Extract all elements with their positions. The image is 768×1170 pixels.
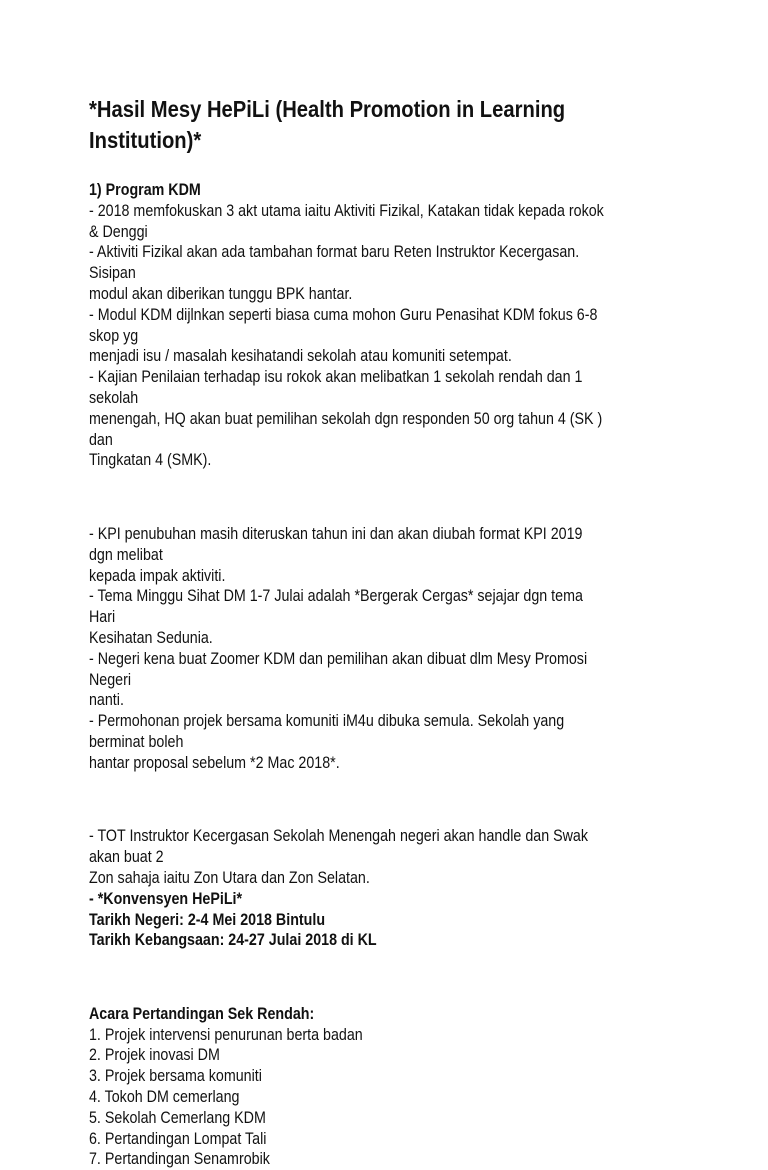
text-line: 6. Pertandingan Lompat Tali <box>89 1128 267 1148</box>
text-line: - Tema Minggu Sihat DM 1-7 Julai adalah *Bergerak Cergas* sejajar dgn tema Hari <box>89 586 587 627</box>
text-line: - Aktiviti Fizikal akan ada tambahan format baru Reten Instruktor Kecergasan. Sisipan <box>89 242 584 283</box>
text-line: 5. Sekolah Cemerlang KDM <box>89 1107 266 1127</box>
text-line: menjadi isu / masalah kesihatandi sekolah atau komuniti setempat. <box>89 346 512 366</box>
text-line: - Kajian Penilaian terhadap isu rokok akan melibatkan 1 sekolah rendah dan 1 sekolah <box>89 367 587 407</box>
text-line: 1. Projek intervensi penurunan berta badan <box>89 1024 363 1044</box>
document-title: *Hasil Mesy HePiLi (Health Promotion in Learning Institution)* <box>89 96 566 153</box>
text-line: 2. Projek inovasi DM <box>89 1045 220 1065</box>
text-line: 4. Tokoh DM cemerlang <box>89 1087 240 1107</box>
text-line: - Negeri kena buat Zoomer KDM dan pemilihan akan dibuat dlm Mesy Promosi Negeri <box>89 648 592 689</box>
paragraph-gap <box>89 487 605 508</box>
text-line: modul akan diberikan tunggu BPK hantar. <box>89 283 353 303</box>
text-line: hantar proposal sebelum *2 Mac 2018*. <box>89 752 340 772</box>
text-line: nanti. <box>89 690 124 710</box>
heading-line: Tarikh Kebangsaan: 24-27 Julai 2018 di KL <box>89 930 377 950</box>
text-line: Zon sahaja iaitu Zon Utara dan Zon Selatan. <box>89 867 370 887</box>
text-line: - Permohonan projek bersama komuniti iM4u dibuka semula. Sekolah yang berminat boleh <box>89 711 569 751</box>
text-line: - TOT Instruktor Kecergasan Sekolah Menengah negeri akan handle dan Swak akan buat 2 <box>89 826 592 867</box>
heading-line: Acara Pertandingan Sek Rendah: <box>89 1003 315 1023</box>
text-line: menengah, HQ akan buat pemilihan sekolah dgn responden 50 org tahun 4 (SK ) dan <box>89 408 607 449</box>
text-line: 3. Projek bersama komuniti <box>89 1066 262 1086</box>
heading-line: Tarikh Negeri: 2-4 Mei 2018 Bintulu <box>89 909 326 929</box>
heading-line: - *Konvensyen HePiLi* <box>89 888 243 908</box>
text-line: Kesihatan Sedunia. <box>89 627 213 647</box>
paragraph-gap <box>89 790 605 811</box>
paragraph-gap <box>89 967 605 988</box>
text-line: - KPI penubuhan masih diteruskan tahun ini dan akan diubah format KPI 2019 dgn melibat <box>89 523 587 564</box>
document-content <box>89 180 608 1170</box>
document-body <box>89 94 608 1170</box>
text-line: - Modul KDM dijlnkan seperti biasa cuma mohon Guru Penasihat KDM fokus 6-8 skop yg <box>89 304 602 345</box>
text-line: 7. Pertandingan Senamrobik <box>89 1149 270 1169</box>
heading-line: 1) Program KDM <box>89 180 201 199</box>
text-line: kepada impak aktiviti. <box>89 565 226 585</box>
text-line: Tingkatan 4 (SMK). <box>89 450 212 470</box>
text-line: - 2018 memfokuskan 3 akt utama iaitu Aktiviti Fizikal, Katakan tidak kepada rokok & Denggi <box>89 200 608 241</box>
